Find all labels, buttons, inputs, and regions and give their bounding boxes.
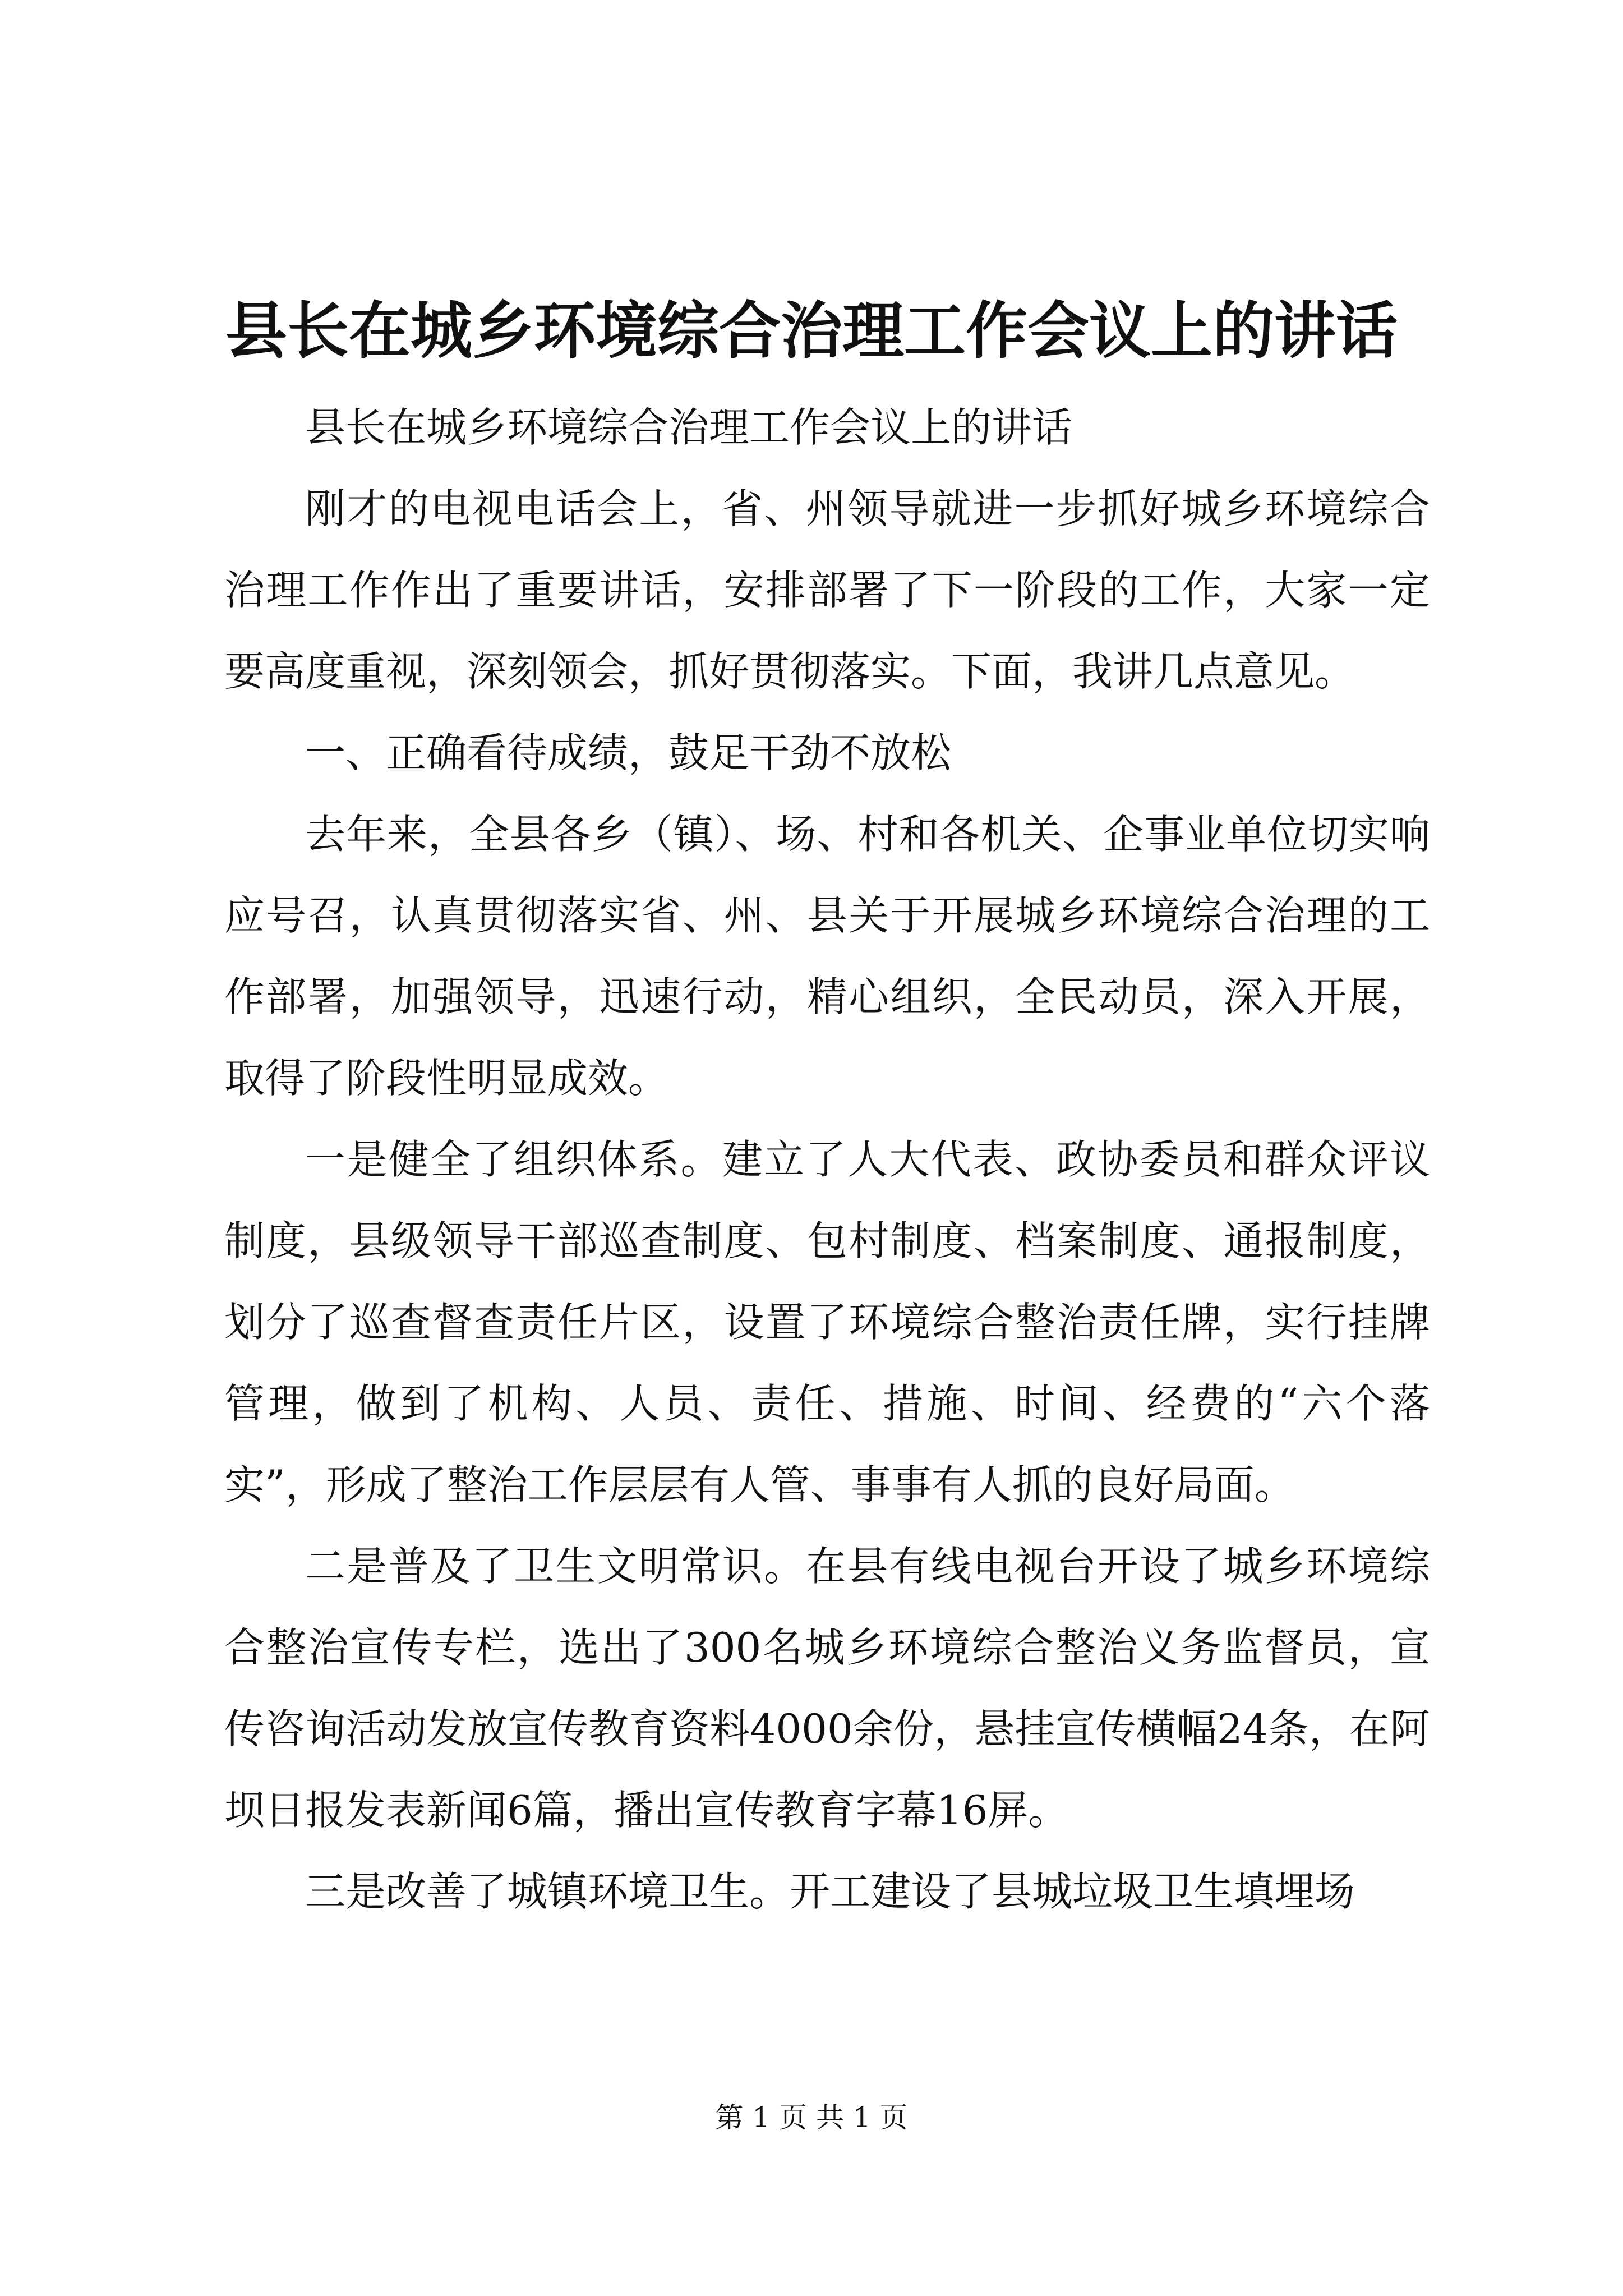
page-number-footer: 第 1 页 共 1 页 <box>715 2101 908 2134</box>
paragraph-subtitle: 县长在城乡环境综合治理工作会议上的讲话 <box>305 404 1073 451</box>
section-heading-1: 一、正确看待成绩，鼓足干劲不放松 <box>305 729 952 776</box>
paragraph-achievements: 去年来，全县各乡（镇）、场、村和各机关、企事业单位切实响应号召，认真贯彻落实省、州、县关于开展城乡环境综合治理的工作部署，加强领导，迅速行动，精心组织，全民动员，深入开展，取得了阶段性明显成效。 <box>224 811 1430 1102</box>
paragraph-point-2: 二是普及了卫生文明常识。在县有线电视台开设了城乡环境综合整治宣传专栏，选出了300名城乡环境综合整治义务监督员，宣传咨询活动发放宣传教育资料4000余份，悬挂宣传横幅24条，在阿坝日报发表新闻6篇，播出宣传教育字幕16屏。 <box>224 1543 1430 1834</box>
paragraph-point-3: 三是改善了城镇环境卫生。开工建设了县城垃圾卫生填埋场 <box>305 1868 1355 1915</box>
paragraph-point-1: 一是健全了组织体系。建立了人大代表、政协委员和群众评议制度，县级领导干部巡查制度、包村制度、档案制度、通报制度，划分了巡查督查责任片区，设置了环境综合整治责任牌，实行挂牌管理，做到了机构、人员、责任、措施、时间、经费的“六个落实”，形成了整治工作层层有人管、事事有人抓的良好局面。 <box>224 1136 1430 1508</box>
document-title: 县长在城乡环境综合治理工作会议上的讲话 <box>225 295 1398 367</box>
document-body <box>224 387 1430 1932</box>
paragraph-intro: 刚才的电视电话会上，省、州领导就进一步抓好城乡环境综合治理工作作出了重要讲话，安排部署了下一阶段的工作，大家一定要高度重视，深刻领会，抓好贯彻落实。下面，我讲几点意见。 <box>224 485 1430 695</box>
